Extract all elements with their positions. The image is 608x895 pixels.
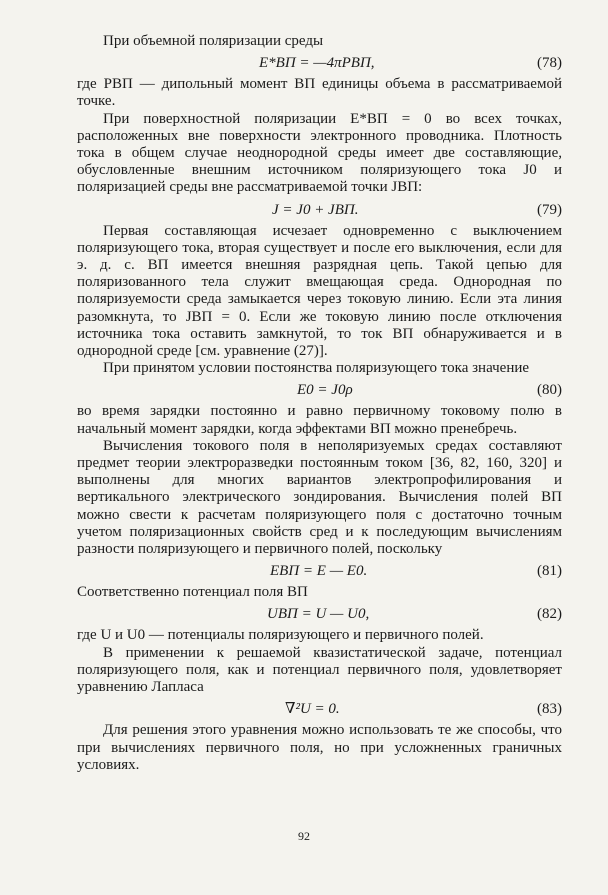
equation-formula: J = J0 + JВП.	[272, 201, 359, 218]
equation-formula: UВП = U — U0,	[267, 606, 370, 623]
equation-formula: E*ВП = —4πPВП,	[259, 55, 375, 72]
equation-number: (82)	[537, 606, 562, 623]
paragraph: во время зарядки постоянно и равно первичному токовому полю в начальный момент зарядки, когда эффектами ВП можно пренебречь.	[77, 403, 562, 437]
equation-number: (83)	[537, 701, 562, 718]
paragraph: Соответственно потенциал поля ВП	[77, 584, 308, 601]
equation-formula: E0 = J0ρ	[297, 382, 353, 399]
equation-formula: ∇²U = 0.	[285, 701, 340, 718]
equation-80	[77, 382, 562, 399]
equation-number: (79)	[537, 201, 562, 218]
equation-81	[77, 563, 562, 580]
equation-82	[77, 606, 562, 623]
equation-83	[77, 701, 562, 718]
paragraph: При принятом условии постоянства поляризующего тока значение	[103, 360, 530, 377]
paragraph: В применении к решаемой квазистатической задаче, потенциал поляризующего поля, как и потенциал первичного поля, удовлетворяет уравнению Лапласа	[77, 644, 562, 696]
page-number: 92	[298, 829, 310, 843]
equation-number: (80)	[537, 382, 562, 399]
equation-78	[77, 55, 562, 72]
paragraph: Для решения этого уравнения можно использовать те же способы, что при вычислениях первичного поля, но при усложненных граничных условиях.	[77, 722, 562, 773]
paragraph: Вычисления токового поля в неполяризуемых средах составляют предмет теории электроразведки постоянным током [36, 82, 160, 320] и выполнены для многих вариантов электропрофилирования и вертикального электрического зондирования. Вычисления полей ВП можно свести к расчетам поляризующего поля с достаточно точным учетом поляризационных свойств сред и к последующим вычислениям разности поляризующего и первичного полей, поскольку	[77, 437, 562, 558]
paragraph: где U и U0 — потенциалы поляризующего и первичного полей.	[77, 627, 484, 644]
equation-79	[77, 202, 562, 219]
paragraph: При объемной поляризации среды	[103, 33, 324, 49]
equation-formula: EВП = E — E0.	[270, 563, 368, 580]
paragraph: Первая составляющая исчезает одновременно с выключением поляризующего тока, вторая существует и после его выключения, если для э. д. с. ВП имеется внешняя разрядная цепь. Такой цепью для поляризованного тела служит вмещающая среда. Однородная по поляризуемости среда замыкается через токовую линию. Если эта линия разомкнута, то JВП = 0. Если же токовую линию после отключения источника тока оставить замкнутой, то ток ВП обнаруживается и в однородной среде [см. уравнение (27)].	[77, 222, 562, 360]
equation-number: (81)	[537, 563, 562, 580]
paragraph: При поверхностной поляризации E*ВП = 0 во всех точках, расположенных вне поверхности электронного проводника. Плотность тока в общем случае неоднородной среды имеет две составляющие, обусловленные внешним источником поляризующего тока J0 и поляризацией среды вне рассматриваемой точки JВП:	[77, 110, 562, 196]
page-body	[77, 33, 562, 774]
paragraph: где PВП — дипольный момент ВП единицы объема в рассматриваемой точке.	[77, 76, 562, 110]
equation-number: (78)	[537, 55, 562, 72]
